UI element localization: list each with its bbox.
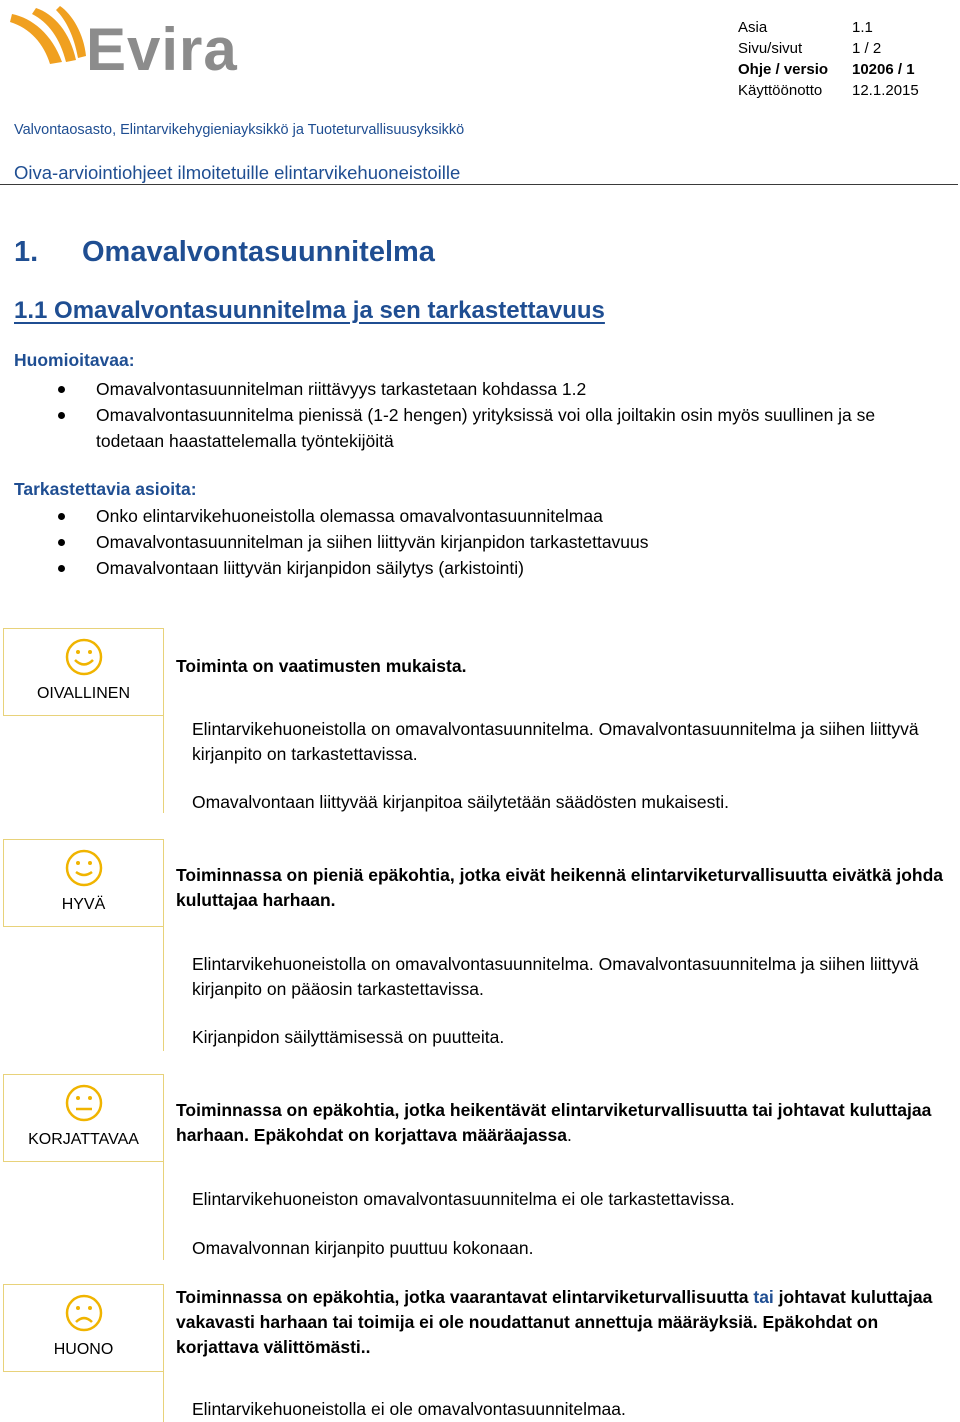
rating-text: Kirjanpidon säilyttämisessä on puutteita. bbox=[192, 1027, 505, 1047]
meta-row-subject bbox=[738, 17, 919, 38]
evira-logo-mark bbox=[6, 4, 88, 84]
notes-heading: Huomioitavaa: bbox=[14, 350, 135, 370]
bullet-icon bbox=[58, 412, 65, 419]
rating-title-text: Toiminnassa on epäkohtia, jotka heikentävät elintarviketurvallisuutta tai johtavat kuluttajaa harhaan. Epäkohdat on korjattava määräajassa bbox=[176, 1100, 932, 1145]
rating-divider bbox=[163, 628, 164, 813]
bullet-icon bbox=[58, 386, 65, 393]
logo-wordmark: Evira bbox=[86, 16, 238, 83]
rating-box-needs-correction bbox=[3, 1074, 164, 1162]
meta-value: 1 / 2 bbox=[852, 40, 882, 57]
rating-divider bbox=[163, 1074, 164, 1260]
neutral-face-icon bbox=[64, 1083, 104, 1123]
bullet-icon bbox=[58, 565, 65, 572]
rating-title: Toiminnassa on pieniä epäkohtia, jotka eivät heikennä elintarviketurvallisuutta eivätkä johda kuluttajaa harhaan. bbox=[176, 865, 944, 910]
meta-key: Asia bbox=[738, 19, 768, 36]
rating-title: Toiminta on vaatimusten mukaista. bbox=[176, 656, 467, 676]
rating-text: Elintarvikehuoneistolla on omavalvontasuunnitelma. Omavalvontasuunnitelma ja siihen liittyvä kirjanpito on tarkastettavissa. bbox=[192, 719, 919, 764]
rating-title-end: . bbox=[567, 1125, 572, 1145]
rating-title bbox=[176, 1098, 956, 1148]
document-title: Oiva-arviointiohjeet ilmoitetuille elintarvikehuoneistoille bbox=[14, 162, 461, 183]
rating-box-poor bbox=[3, 1284, 164, 1372]
section-heading bbox=[14, 236, 435, 269]
section-title: Omavalvontasuunnitelma bbox=[82, 236, 435, 268]
list-item-text: Onko elintarvikehuoneistolla olemassa omavalvontasuunnitelmaa bbox=[96, 506, 603, 526]
rating-box-excellent bbox=[3, 628, 164, 716]
rating-divider bbox=[163, 1284, 164, 1422]
rating-title bbox=[176, 1285, 956, 1360]
meta-key: Käyttöönotto bbox=[738, 82, 823, 99]
list-item-text: Omavalvontaan liittyvän kirjanpidon säilytys (arkistointi) bbox=[96, 558, 524, 578]
subsection-heading: 1.1 Omavalvontasuunnitelma ja sen tarkastettavuus bbox=[14, 297, 605, 324]
meta-value: 10206 / 1 bbox=[852, 61, 915, 78]
list-item-text: Omavalvontasuunnitelman riittävyys tarkastetaan kohdassa 1.2 bbox=[96, 379, 587, 399]
rating-title-text: Toiminnassa on epäkohtia, jotka vaarantavat elintarviketurvallisuutta bbox=[176, 1287, 754, 1307]
rating-label: OIVALLINEN bbox=[36, 685, 131, 702]
bullet-icon bbox=[58, 539, 65, 546]
evira-logo bbox=[6, 4, 266, 84]
rating-text: Elintarvikehuoneistolla ei ole omavalvontasuunnitelmaa. bbox=[192, 1399, 626, 1419]
rating-text: Elintarvikehuoneistolla on omavalvontasuunnitelma. Omavalvontasuunnitelma ja siihen liittyvä kirjanpito on pääosin tarkastettavissa. bbox=[192, 954, 919, 999]
meta-value: 12.1.2015 bbox=[852, 82, 919, 99]
rating-text: Omavalvonnan kirjanpito puuttuu kokonaan. bbox=[192, 1238, 534, 1258]
meta-row-pages bbox=[738, 38, 919, 59]
bullet-icon bbox=[58, 513, 65, 520]
document-meta bbox=[738, 17, 919, 101]
list-item bbox=[0, 529, 896, 555]
rating-title-highlight: tai bbox=[753, 1287, 774, 1307]
rating-label: HUONO bbox=[53, 1341, 114, 1358]
section-number: 1. bbox=[14, 236, 39, 268]
rating-text: Omavalvontaan liittyvää kirjanpitoa säilytetään säädösten mukaisesti. bbox=[192, 792, 729, 812]
list-item bbox=[0, 503, 896, 529]
rating-divider bbox=[163, 839, 164, 1051]
rating-box-good bbox=[3, 839, 164, 927]
sad-face-icon bbox=[64, 1293, 104, 1333]
rating-title-text: johtavat kuluttajaa vakavasti harhaan tai toimija ei ole noudattanut annettuja määräyksiä. Epäkohdat on korjattava välittömästi.. bbox=[176, 1287, 933, 1357]
list-item-text: Omavalvontasuunnitelma pienissä (1-2 hengen) yrityksissä voi olla joiltakin osin myös suullinen ja se todetaan haastattelemalla työntekijöitä bbox=[96, 405, 876, 451]
meta-key: Sivu/sivut bbox=[738, 40, 803, 57]
department-line: Valvontaosasto, Elintarvikehygieniayksikkö ja Tuoteturvallisuusyksikkö bbox=[14, 122, 465, 138]
meta-row-version bbox=[738, 59, 919, 80]
smile-face-icon bbox=[64, 848, 104, 888]
checks-list bbox=[0, 503, 960, 581]
meta-row-date bbox=[738, 80, 919, 101]
list-item bbox=[0, 376, 896, 402]
rating-text: Elintarvikehuoneiston omavalvontasuunnitelma ei ole tarkastettavissa. bbox=[192, 1189, 735, 1209]
rating-label: KORJATTAVAA bbox=[28, 1131, 139, 1148]
meta-key: Ohje / versio bbox=[738, 61, 829, 78]
list-item-text: Omavalvontasuunnitelman ja siihen liittyvän kirjanpidon tarkastettavuus bbox=[96, 532, 649, 552]
notes-list bbox=[0, 376, 960, 454]
meta-value: 1.1 bbox=[852, 19, 873, 36]
rating-label: HYVÄ bbox=[61, 896, 106, 913]
list-item bbox=[0, 402, 896, 454]
smile-face-icon bbox=[64, 637, 104, 677]
checks-heading: Tarkastettavia asioita: bbox=[14, 479, 197, 499]
header-divider bbox=[0, 184, 958, 185]
list-item bbox=[0, 555, 896, 581]
